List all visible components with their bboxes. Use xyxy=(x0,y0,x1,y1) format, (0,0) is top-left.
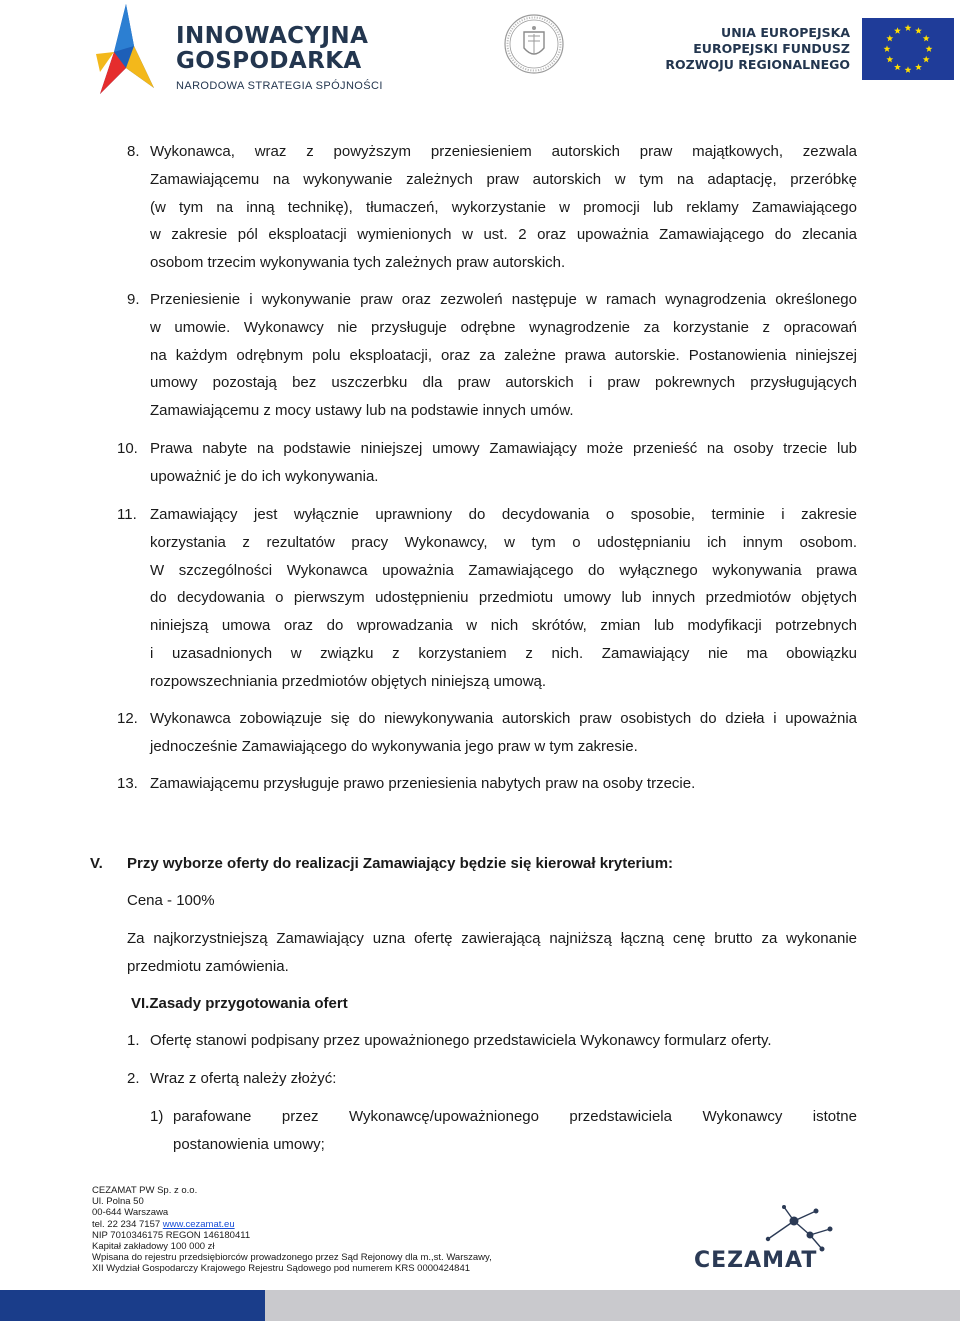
eu-line1: UNIA EUROPEJSKA xyxy=(721,25,850,40)
section5-text-line2: przedmiotu zamówienia. xyxy=(127,958,289,975)
item-p10-number: 10. xyxy=(117,440,138,457)
footer-register1: Wpisana do rejestru przedsiębiorców prowadzonego przez Sąd Rejonowy dla m.,st. Warszawy, xyxy=(92,1252,492,1264)
item-p9-line: umowy pozostają bez uszczerbku dla praw autorskich i praw pokrewnych przysługujących xyxy=(150,374,857,392)
page-header xyxy=(0,0,960,110)
cezamat-wordmark: CEZAMAT xyxy=(694,1248,818,1273)
item-p9-number: 9. xyxy=(127,291,140,308)
cezamat-logo xyxy=(690,1205,840,1275)
footer-bar-accent xyxy=(0,1290,265,1321)
item-p13-number: 13. xyxy=(117,775,138,792)
item-p10-line: upoważnić je do ich wykonywania. xyxy=(150,467,379,485)
item-p11-line: i uzasadnionych w związku z korzystaniem z nich. Zamawiający nie ma obowiązku xyxy=(150,645,857,662)
eu-line3: ROZWOJU REGIONALNEGO xyxy=(665,57,850,72)
footer-register2: XII Wydział Gospodarczy Krajowego Rejestru Sądowego pod numerem KRS 0000424841 xyxy=(92,1263,471,1275)
item-p11-line: do decydowania o pierwszym udostępnieniu przedmiotu umowy lub innych przedmiotów objętych xyxy=(150,589,857,607)
footer-capital: Kapitał zakładowy 100 000 zł xyxy=(92,1241,215,1253)
item-p9-line: w umowie. Wykonawcy nie przysługuje odrębne wynagrodzenie za korzystanie z opracowań xyxy=(150,318,857,336)
ig-line2: GOSPODARKA xyxy=(176,48,362,74)
item-p11-line: korzystania z rezultatów pracy Wykonawcy, w tym o udostępnianiu ich innym osobom. xyxy=(150,533,857,551)
ig-line1: INNOWACYJNA xyxy=(176,23,369,49)
eu-wordmark xyxy=(665,25,850,73)
item-p8-line: (w tym na inną technikę), tłumaczeń, wykorzystanie w promocji lub reklamy Zamawiającego xyxy=(150,198,857,216)
section6-sub1-line2: postanowienia umowy; xyxy=(173,1136,325,1153)
item-p8-number: 8. xyxy=(127,143,140,160)
footer-tel: tel. 22 234 7157 xyxy=(92,1218,163,1230)
item-p10-line: Prawa nabyte na podstawie niniejszej umowy Zamawiający może przenieść na osoby trzecie lub xyxy=(150,440,857,457)
item-p11-line: Zamawiający jest wyłącznie uprawniony do decydowania o sposobie, terminie i zakresie xyxy=(150,506,857,523)
cezamat-nodes xyxy=(766,1205,833,1252)
item-p12-line: jednocześnie Zamawiającego do wykonywania jego praw w tym zakresie. xyxy=(150,737,638,755)
item-p11-number: 11. xyxy=(117,506,137,523)
item-p12-number: 12. xyxy=(117,710,138,727)
item-p8-line: osobom trzecim wykonywania tych zależnych praw autorskich. xyxy=(150,254,566,272)
section6-item2: Wraz z ofertą należy złożyć: xyxy=(150,1070,337,1087)
footer-website-link[interactable]: www.cezamat.eu xyxy=(162,1218,235,1230)
item-p8-line: Zamawiającemu na wykonywanie zależnych praw autorskich w tym na adaptację, przeróbkę xyxy=(150,170,857,188)
item-p13-line: Zamawiającemu przysługuje prawo przeniesienia nabytych praw na osoby trzecie. xyxy=(150,775,696,792)
eu-flag-icon xyxy=(862,18,954,80)
item-p9-line: Przeniesienie i wykonywanie praw oraz zezwoleń następuje w ramach wynagrodzenia określonego xyxy=(150,291,857,308)
item-p11-line: rozpowszechniania przedmiotów objętych niniejszą umową. xyxy=(150,672,547,690)
innowacyjna-gospodarka-logo xyxy=(96,2,396,98)
footer-bar xyxy=(0,1290,960,1321)
section6-sub1-number: 1) xyxy=(150,1108,164,1125)
ig-line3: NARODOWA STRATEGIA SPÓJNOŚCI xyxy=(176,80,383,92)
item-p8-line: Wykonawca, wraz z powyższym przeniesieniem autorskich praw majątkowych, zezwala xyxy=(150,143,857,160)
section6-item1: Ofertę stanowi podpisany przez upoważnionego przedstawiciela Wykonawcy formularz oferty. xyxy=(150,1032,772,1049)
footer-company: CEZAMAT PW Sp. z o.o. xyxy=(92,1185,198,1196)
footer-nip: NIP 7010346175 REGON 146180411 xyxy=(92,1229,251,1241)
eu-logo xyxy=(665,18,954,82)
item-p12-line: Wykonawca zobowiązuje się do niewykonywania autorskich praw osobistych do dzieła i upoważnia xyxy=(150,710,857,727)
item-p9-line: Zamawiającemu z mocy ustawy lub na podstawie innych umów. xyxy=(150,402,574,420)
item-p8-line: w zakresie pól eksploatacji wymienionych w ust. 2 oraz upoważnia Zamawiającego do zlecania xyxy=(150,226,857,244)
item-p11-line: W szczególności Wykonawca upoważnia Zamawiającego do wyłącznego wykonywania prawa xyxy=(150,561,857,579)
section5-title: Przy wyborze oferty do realizacji Zamawiający będzie się kierował kryterium: xyxy=(127,855,674,872)
section5-text-line1: Za najkorzystniejszą Zamawiający uzna ofertę zawierającą najniższą łączną cenę brutto za wykonanie xyxy=(127,930,857,947)
item-p11-line: niniejszą umowa oraz do wprowadzania w nich skrótów, zmian lub modyfikacji potrzebnych xyxy=(150,617,857,635)
footer-company-info xyxy=(92,1185,492,1275)
section6-item2-number: 2. xyxy=(127,1070,140,1087)
cezamat-network-icon xyxy=(768,1207,830,1249)
footer-contact xyxy=(92,1219,492,1230)
section6-sub1-line1: parafowane przez Wykonawcę/upoważnionego przedstawiciela Wykonawcy istotne xyxy=(173,1108,857,1125)
section5-number: V. xyxy=(90,855,103,872)
section5-price: Cena - 100% xyxy=(127,892,215,909)
ig-wordmark xyxy=(176,24,383,92)
section6-title: VI.Zasady przygotowania ofert xyxy=(131,995,348,1012)
item-p9-line: na każdym odrębnym polu eksploatacji, oraz za zależne prawa autorskie. Postanowienia niniejszej xyxy=(150,346,857,364)
eu-line2: EUROPEJSKI FUNDUSZ xyxy=(693,41,850,56)
section6-item1-number: 1. xyxy=(127,1032,140,1049)
university-seal-icon xyxy=(504,14,564,74)
footer-street: Ul. Polna 50 xyxy=(92,1196,144,1208)
ig-star-icon xyxy=(96,2,158,96)
footer-city: 00-644 Warszawa xyxy=(92,1207,169,1219)
